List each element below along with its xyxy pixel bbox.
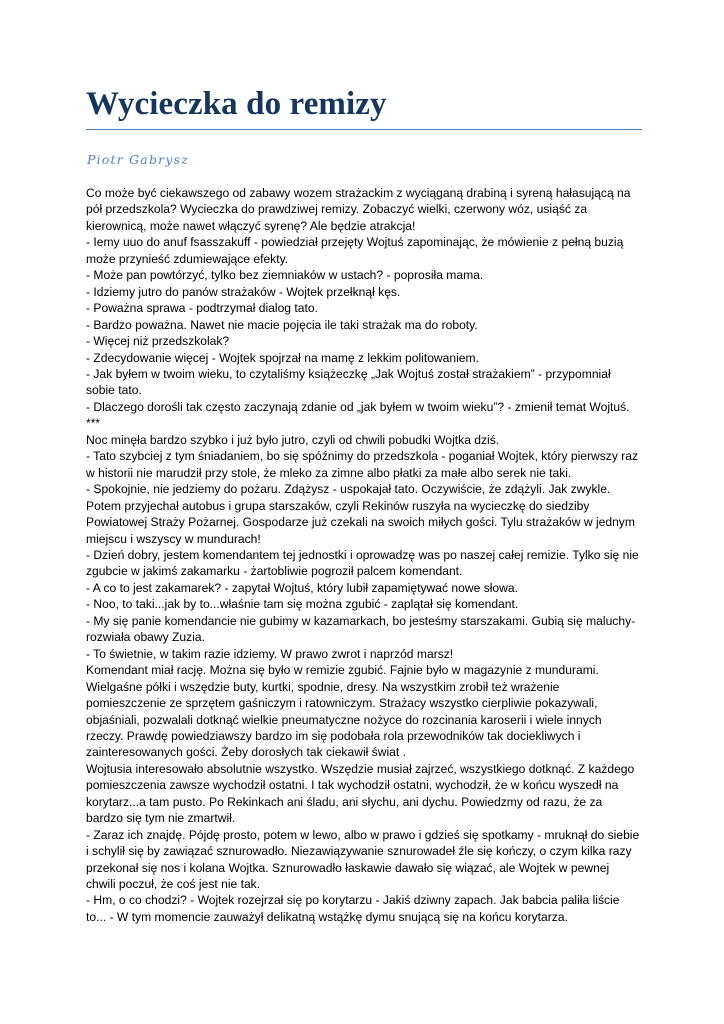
body-paragraph: - Spokojnie, nie jedziemy do pożaru. Zdążysz - uspokajał tato. Oczywiście, że zdążyli. Jak zwykle. Potem przyjechał autobus i grupa starszaków, czyli Rekinów ruszyła na wycieczkę do siedziby Powiatowej Straży Pożarnej. Gospodarze już czekali na swoich miłych gości. Tylu strażaków w jednym miejscu i wszyscy w mundurach! [86, 482, 635, 546]
section-separator: *** [86, 416, 101, 431]
body-paragraph: - Bardzo poważna. Nawet nie macie pojęcia ile taki strażak ma do roboty. [86, 317, 478, 332]
body-paragraph: Noc minęła bardzo szybko i już było jutro, czyli od chwili pobudki Wojtka dziś. [86, 432, 500, 447]
body-paragraph: - Poważna sprawa - podtrzymał dialog tato. [86, 301, 318, 316]
body-paragraph: - To świetnie, w takim razie idziemy. W prawo zwrot i naprzód marsz! [86, 646, 454, 661]
body-paragraph: Co może być ciekawszego od zabawy wozem strażackim z wyciąganą drabiną i syreną hałasującą na pół przedszkola? Wycieczka do prawdziwej remizy. Zobaczyć wielki, czerwony wóz, usiąść za kierownicą, może nawet włączyć syrenę? Ale będzie atrakcja! [86, 186, 631, 233]
body-paragraph: - Może pan powtórzyć, tylko bez ziemniaków w ustach? - poprosiła mama. [86, 268, 484, 283]
body-paragraph: - Iemy uuo do anuf fsasszakuff - powiedział przejęty Wojtuś zapominając, że mówienie z pełną buzią może przynieść zdumiewające efekty. [86, 235, 624, 266]
document-body [86, 185, 642, 925]
body-paragraph: - Idziemy jutro do panów strażaków - Wojtek przełknął kęs. [86, 284, 401, 299]
body-paragraph: - Hm, o co chodzi? - Wojtek rozejrzał się po korytarzu - Jakiś dziwny zapach. Jak babcia paliła liście to... - W tym momencie zauważył delikatną wstążkę dymu snującą się na końcu korytarza. [86, 893, 620, 924]
body-paragraph: - Zdecydowanie więcej - Wojtek spojrzał na mamę z lekkim politowaniem. [86, 350, 479, 365]
body-paragraph: - Dzień dobry, jestem komendantem tej jednostki i oprowadzę was po naszej całej remizie. Tylko się nie zgubcie w jakimś zakamarku - żartobliwie pogroził palcem komendant. [86, 547, 639, 579]
body-paragraph: - Więcej niż przedszkolak? [86, 334, 230, 349]
body-paragraph: - My się panie komendancie nie gubimy w kazamarkach, bo jesteśmy starszakami. Gubią się maluchy- rozwiała obawy Zuzia. [86, 613, 636, 645]
body-paragraph: - Noo, to taki...jak by to...właśnie tam się można zgubić - zaplątał się komendant. [86, 597, 519, 612]
body-paragraph: - Zaraz ich znajdę. Pójdę prosto, potem w lewo, albo w prawo i gdzieś się spotkamy - mruknął do siebie i schylił się by zawiązać sznurowadło. Niezawiązywanie sznurowadeł źle się kończy, o czym kilka razy przekonał się nos i kolana Wojtka. Sznurowadło łaskawie dawało się wiązać, ale Wojtek w pewnej chwili poczuł, że coś jest nie tak. [86, 827, 640, 892]
body-paragraph: Wojtusia interesowało absolutnie wszystko. Wszędzie musiał zajrzeć, wszystkiego dotknąć. Z każdego pomieszczenia zawsze wychodził ostatni. I tak wychodził ostatni, wychodził, że w końcu wyszedł na korytarz...a tam pusto. Po Rekinkach ani śladu, ani słychu, ani dychu. Powiedzmy od razu, że za bardzo się tym nie zmartwił. [86, 761, 635, 826]
body-paragraph: - Tato szybciej z tym śniadaniem, bo się spóźnimy do przedszkola - poganiał Wojtek, który pierwszy raz w historii nie marudził przy stole, że mleko za zimne albo płatki za małe albo serek nie taki. [86, 449, 639, 480]
document-title: Wycieczka do remizy [86, 82, 642, 130]
body-paragraph: - Jak byłem w twoim wieku, to czytaliśmy książeczkę „Jak Wojtuś został strażakiem” - przypomniał sobie tato. [86, 366, 611, 398]
body-paragraph: - A co to jest zakamarek? - zapytał Wojtuś, który lubił zapamiętywać nowe słowa. [86, 580, 518, 595]
document-page [86, 82, 642, 925]
document-author: Piotr Gabrysz [87, 152, 189, 167]
body-paragraph: - Dlaczego dorośli tak często zaczynają zdanie od „jak byłem w twoim wieku”? - zmienił temat Wojtuś. [86, 399, 630, 414]
body-paragraph: Komendant miał rację. Można się było w remizie zgubić. Fajnie było w magazynie z mundurami. Wielgaśne półki i wszędzie buty, kurtki, spodnie, dresy. Na wszystkim zrobił też wrażenie pomieszczenie ze sprzętem gaśniczym i ratowniczym. Strażacy wszystko cierpliwie pokazywali, objaśniali, pozwalali dotknąć wielkie pneumatyczne nożyce do rozcinania karoserii i wiele innych rzeczy. Prawdę powiedziawszy bardzo im się podobała rola przewodników tak dociekliwych i zainteresowanych gości. Żeby dorosłych tak ciekawił świat . [86, 663, 602, 760]
